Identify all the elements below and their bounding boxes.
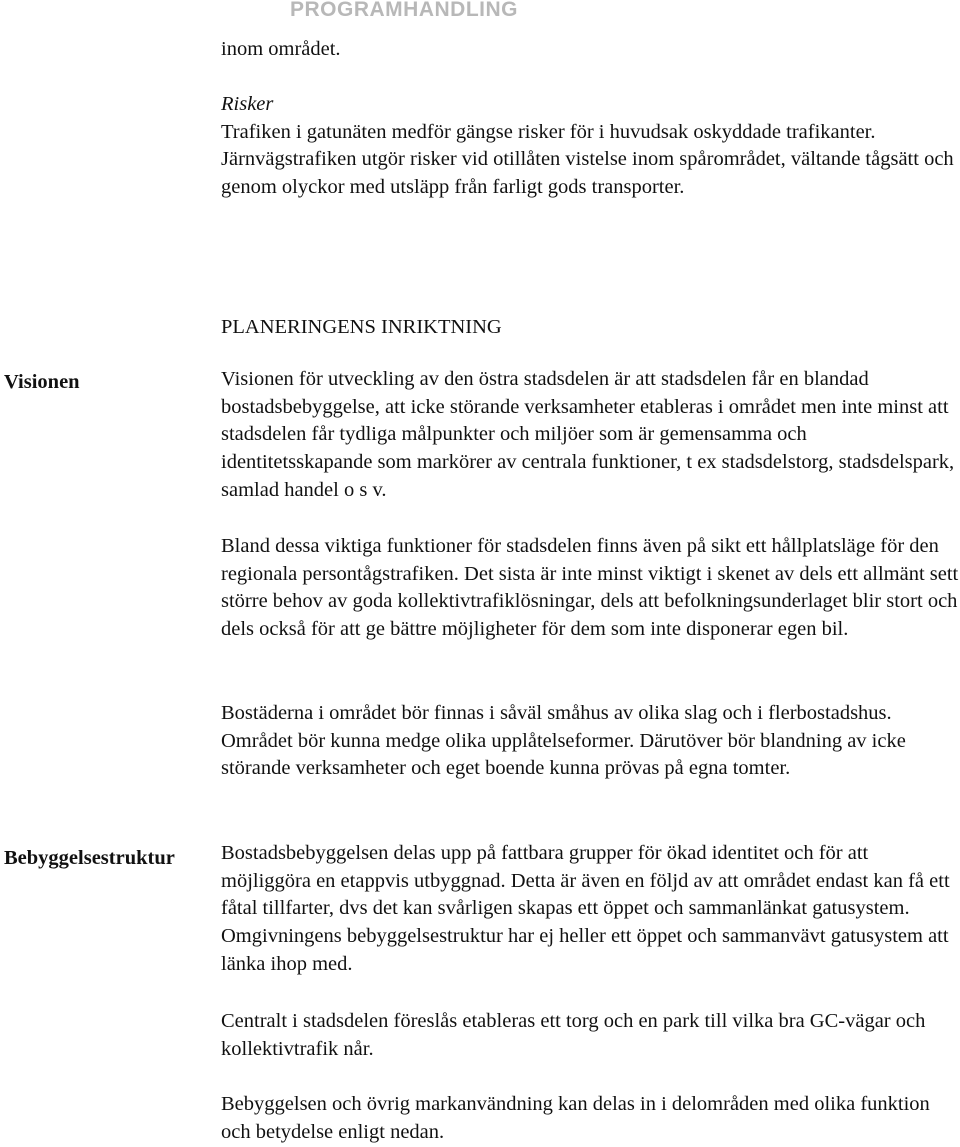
vision-label: Visionen: [4, 371, 80, 393]
risks-block: [221, 91, 956, 201]
risks-title: Risker: [221, 93, 274, 115]
section-heading: PLANERINGENS INRIKTNING: [221, 316, 502, 338]
structure-paragraph-2: Centralt i stadsdelen föreslås etableras ett torg och en park till vilka bra GC-vägar och kollektivtrafik når.: [221, 1010, 926, 1060]
intro-tail-line: inom området.: [221, 38, 341, 60]
risks-paragraph-1: Trafiken i gatunäten medför gängse risker för i huvudsak oskyddade trafikanter.: [221, 120, 876, 143]
risks-paragraph-2: Järnvägstrafiken utgör risker vid otillåten vistelse inom spårområdet, vältande tågsätt och genom olyckor med utsläpp från farligt gods transporter.: [221, 148, 954, 198]
vision-paragraph-2: Bland dessa viktiga funktioner för stadsdelen finns även på sikt ett hållplatsläge för den regionala persontågstrafiken. Det sista är inte minst viktigt i skenet av dels ett allmänt sett större behov av goda kollektivtrafiklösningar, dels att befolkningsunderlaget blir stort och dels också för att ge bättre möjligheter för dem som inte disponerar egen bil.: [221, 535, 959, 641]
intro-block: [221, 36, 956, 64]
running-header: PROGRAMHANDLING: [290, 0, 518, 21]
vision-paragraph-1: Visionen för utveckling av den östra stadsdelen är att stadsdelen får en blandad bostadsbebyggelse, att icke störande verksamheter etableras i området men inte minst att stadsdelen får tydliga målpunkter och miljöer som är gemensamma och identitetsskapande som markörer av centrala funktioner, t ex stadsdelstorg, stadsdelspark, samlad handel o s v.: [221, 368, 955, 501]
structure-paragraph-1: Bostadsbebyggelsen delas upp på fattbara grupper för ökad identitet och för att möjliggöra en etappvis utbyggnad. Detta är även en följd av att området endast kan få ett fåtal tillfarter, dvs det kan svårligen skapas ett öppet och sammanlänkat gatusystem. Omgivningens bebyggelsestruktur har ej heller ett öppet och sammanvävt gatusystem att länka ihop med.: [221, 842, 950, 975]
structure-label: Bebyggelsestruktur: [4, 847, 175, 869]
structure-paragraph-3: Bebyggelsen och övrig markanvändning kan delas in i delområden med olika funktion och betydelse enligt nedan.: [221, 1093, 930, 1143]
vision-paragraph-3: Bostäderna i området bör finnas i såväl småhus av olika slag och i flerbostadshus. Området bör kunna medge olika upplåtelseformer. Därutöver bör blandning av icke störande verksamheter och eget boende kunna prövas på egna tomter.: [221, 702, 906, 780]
